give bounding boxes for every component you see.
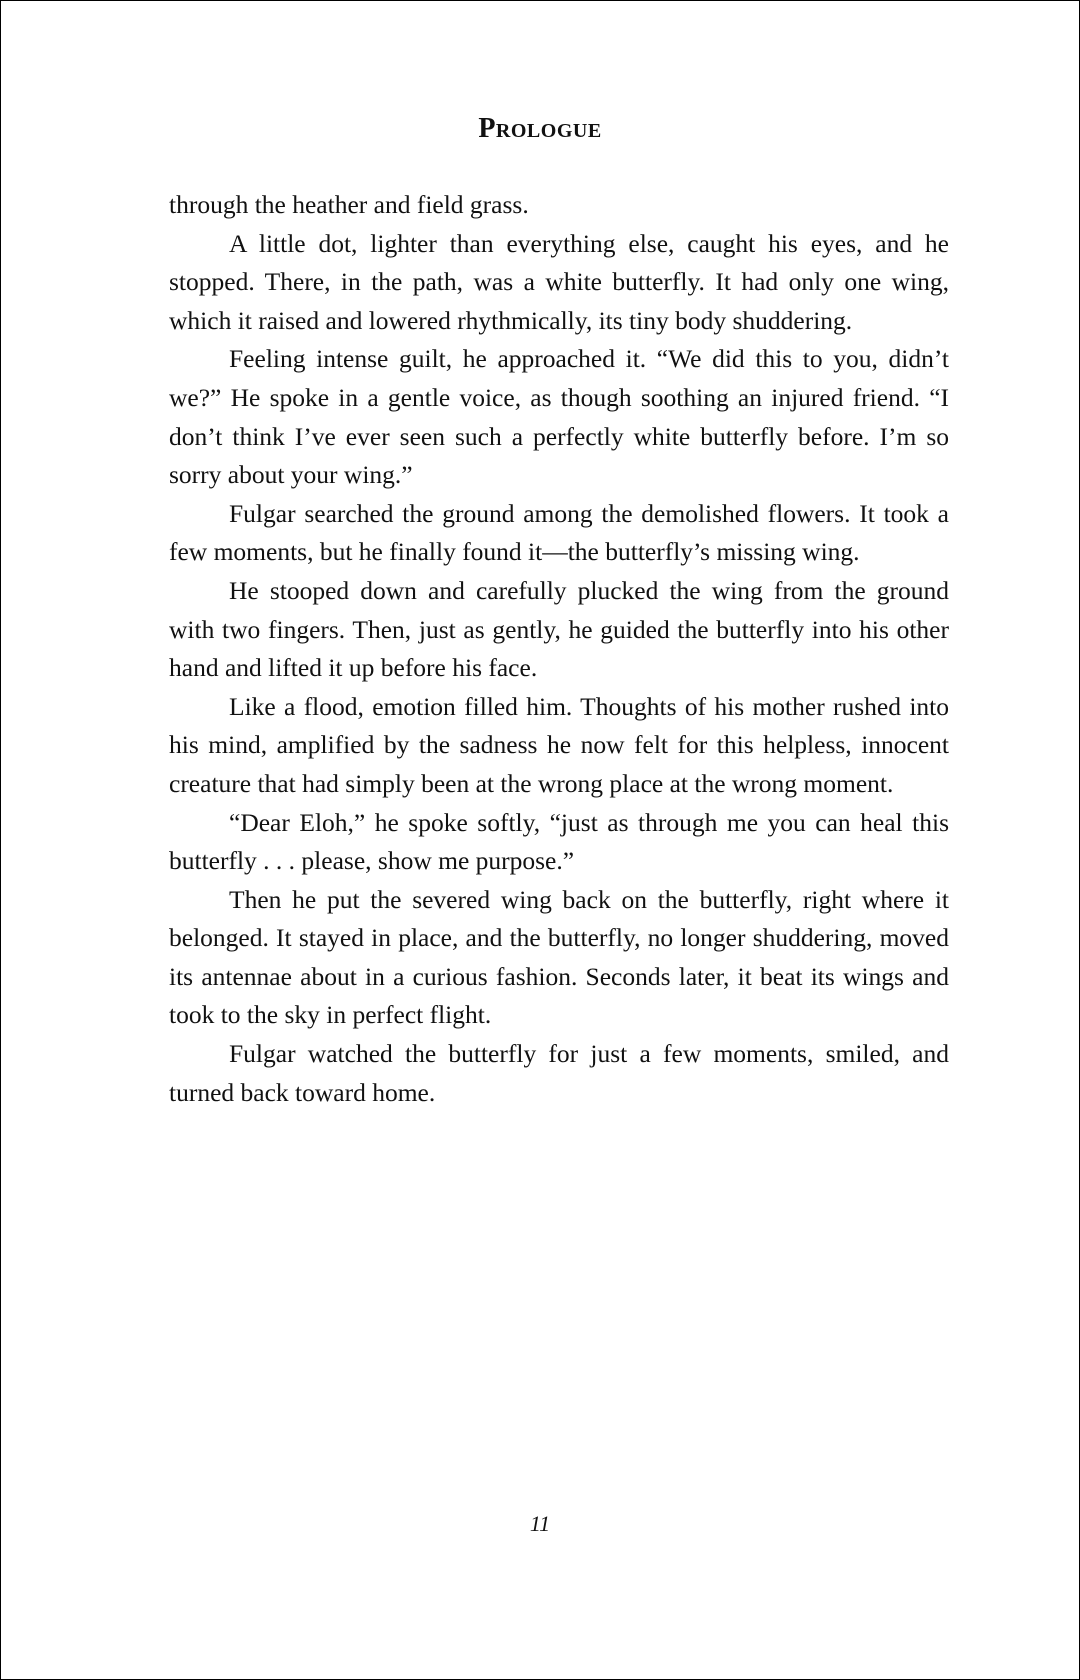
paragraph: Feeling intense guilt, he approached it. “We did this to you, didn’t we?” He spoke in a gentle voice, as though soothing an injured friend. “I don’t think I’ve ever seen such a perfectly white butterfly before. I’m so sorry about your wing.”	[169, 344, 949, 490]
body-text	[169, 186, 949, 1112]
paragraph: Like a flood, emotion filled him. Thoughts of his mother rushed into his mind, amplified by the sadness he now felt for this helpless, innocent creature that had simply been at the wrong place at the wrong moment.	[169, 691, 949, 798]
paragraph: through the heather and field grass.	[169, 190, 529, 219]
paragraph: A little dot, lighter than everything else, caught his eyes, and he stopped. There, in the path, was a white butterfly. It had only one wing, which it raised and lowered rhythmically, its tiny body shuddering.	[169, 228, 949, 335]
paragraph: Fulgar watched the butterfly for just a few moments, smiled, and turned back toward home.	[169, 1039, 949, 1107]
chapter-title: Prologue	[478, 113, 602, 144]
paragraph: “Dear Eloh,” he spoke softly, “just as through me you can heal this butterfly . . . please, show me purpose.”	[169, 807, 949, 876]
paragraph: Fulgar searched the ground among the demolished flowers. It took a few moments, but he finally found it—the butterfly’s missing wing.	[169, 498, 949, 567]
paragraph: Then he put the severed wing back on the butterfly, right where it belonged. It stayed in place, and the butterfly, no longer shuddering, moved its antennae about in a curious fashion. Seconds later, it beat its wings and took to the sky in perfect flight.	[169, 884, 949, 1030]
paragraph: He stooped down and carefully plucked the wing from the ground with two fingers. Then, just as gently, he guided the butterfly into his other hand and lifted it up before his face.	[169, 575, 949, 683]
page-number: 11	[529, 1511, 551, 1536]
